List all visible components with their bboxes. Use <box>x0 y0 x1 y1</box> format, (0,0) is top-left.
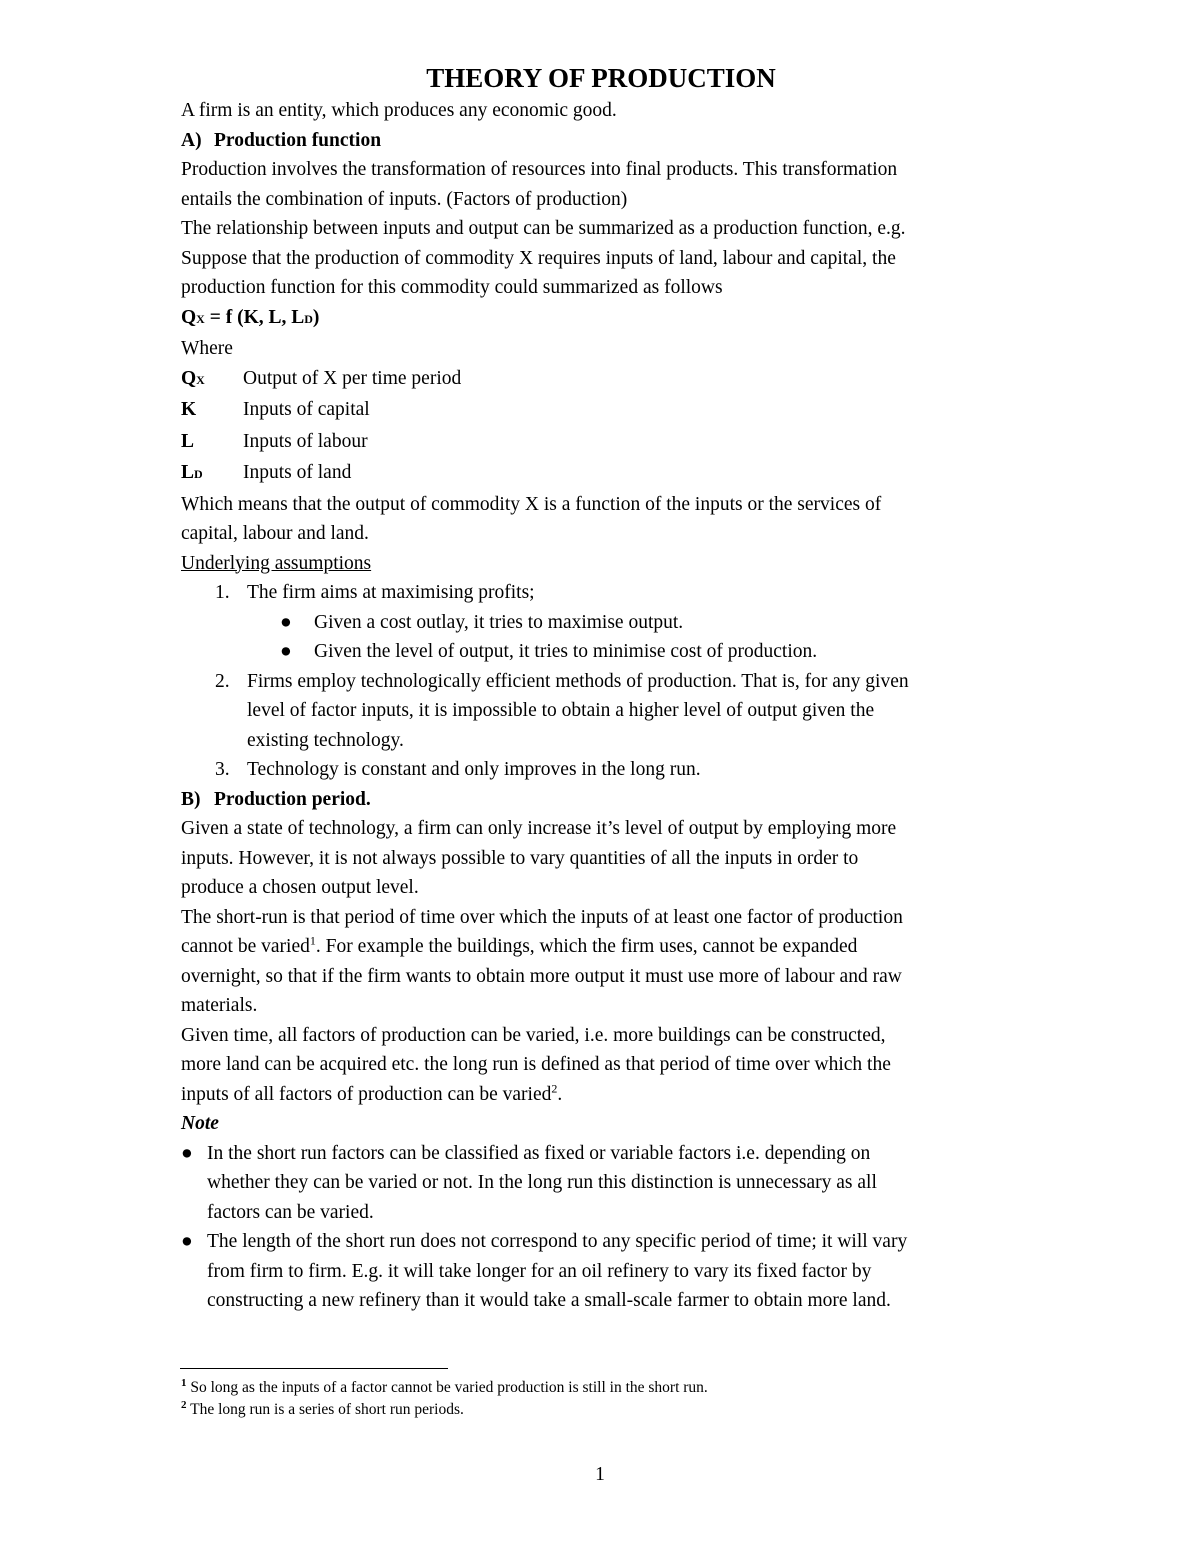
section-b-heading <box>181 785 1011 815</box>
paragraph-line <box>181 932 1011 962</box>
list-item-text: existing technology. <box>247 729 404 751</box>
paragraph-line: Given a state of technology, a firm can only increase it’s level of output by employing more <box>181 818 897 839</box>
list-number: 2. <box>215 670 230 692</box>
bullet-icon: ● <box>181 1142 193 1164</box>
paragraph-line: Given time, all factors of production can be varied, i.e. more buildings can be constructed, <box>181 1024 886 1046</box>
bullet-icon: ● <box>280 641 292 662</box>
list-item-text: In the short run factors can be classified as fixed or variable factors i.e. depending on <box>207 1142 871 1164</box>
definition-row <box>181 427 1011 459</box>
list-item-text: The length of the short run does not correspond to any specific period of time; it will vary <box>207 1231 908 1252</box>
paragraph-line: Suppose that the production of commodity X requires inputs of land, labour and capital, the <box>181 247 896 269</box>
footnote <box>181 1399 1011 1421</box>
paragraph-text: . For example the buildings, which the firm uses, cannot be expanded <box>315 936 858 957</box>
section-a-title: Production function <box>214 129 382 151</box>
paragraph-line: Which means that the output of commodity X is a function of the inputs or the services of <box>181 493 882 515</box>
assumptions-heading: Underlying assumptions <box>181 552 372 574</box>
where-label: Where <box>181 338 233 359</box>
paragraph-line: capital, labour and land. <box>181 523 369 544</box>
footnote-mark: 1 <box>181 1376 187 1389</box>
definition-symbol: LD <box>181 462 203 483</box>
formula-end: ) <box>312 306 320 328</box>
list-item-text: whether they can be varied or not. In the long run this distinction is unnecessary as all <box>207 1172 877 1193</box>
definition-row <box>181 364 1011 396</box>
definition-symbol: K <box>181 399 197 420</box>
paragraph-line: entails the combination of inputs. (Factors of production) <box>181 188 628 210</box>
definition-symbol: L <box>181 430 195 452</box>
paragraph-line: materials. <box>181 995 258 1016</box>
note-bullet-item <box>181 1139 1011 1228</box>
page-number: 1 <box>595 1464 605 1485</box>
paragraph-line: produce a chosen output level. <box>181 877 419 898</box>
formula-ld-sub: D <box>304 311 313 326</box>
paragraph-line: The short-run is that period of time over which the inputs of at least one factor of production <box>181 906 903 928</box>
footnote-mark: 2 <box>181 1398 187 1411</box>
list-item-text: Technology is constant and only improves in the long run. <box>247 759 701 780</box>
note-bullet-item <box>181 1227 1011 1316</box>
paragraph-line: inputs. However, it is not always possible to vary quantities of all the inputs in order to <box>181 847 859 869</box>
definition-text: Inputs of labour <box>243 430 368 452</box>
section-b-title: Production period. <box>214 788 371 810</box>
bullet-icon: ● <box>280 611 292 633</box>
formula-q: Q <box>181 306 197 328</box>
footnotes <box>181 1377 1011 1421</box>
list-item-text: Given a cost outlay, it tries to maximise output. <box>314 611 684 633</box>
footnote-ref: 1 <box>309 933 316 948</box>
page-title: THEORY OF PRODUCTION <box>426 63 776 93</box>
footnote-separator <box>180 1368 448 1369</box>
list-item-text: level of factor inputs, it is impossible to obtain a higher level of output given the <box>247 700 875 721</box>
bullet-icon: ● <box>181 1231 193 1252</box>
formula-middle: = f (K, L, L <box>204 306 305 328</box>
assumption-item <box>181 667 1011 756</box>
definition-row <box>181 395 1011 427</box>
definition-row <box>181 458 1011 490</box>
list-item-text: Firms employ technologically efficient methods of production. That is, for any given <box>247 670 909 692</box>
list-item-text: from firm to firm. E.g. it will take longer for an oil refinery to vary its fixed factor by <box>207 1260 872 1282</box>
sub-bullet-item <box>181 608 1011 638</box>
paragraph-line: overnight, so that if the firm wants to obtain more output it must use more of labour and raw <box>181 965 902 987</box>
paragraph-text: . <box>557 1083 563 1105</box>
paragraph-line: production function for this commodity could summarized as follows <box>181 277 723 298</box>
definition-text: Inputs of land <box>243 462 352 483</box>
assumption-item <box>181 755 1011 785</box>
section-a-heading <box>181 126 1011 156</box>
production-function-formula <box>181 303 1011 335</box>
section-b-label: B) <box>181 788 201 810</box>
paragraph-text: cannot be varied <box>181 936 310 957</box>
intro-text: A firm is an entity, which produces any economic good. <box>181 100 617 121</box>
footnote-ref: 2 <box>551 1081 558 1095</box>
list-item-text: Given the level of output, it tries to minimise cost of production. <box>314 641 818 662</box>
paragraph-line: The relationship between inputs and output can be summarized as a production function, e.g. <box>181 218 906 239</box>
list-item-text: The firm aims at maximising profits; <box>247 582 535 603</box>
list-item-text: factors can be varied. <box>207 1201 374 1223</box>
footnote-text: The long run is a series of short run periods. <box>186 1401 464 1418</box>
footnote <box>181 1377 1011 1399</box>
definition-symbol: QX <box>181 367 205 389</box>
formula-q-sub: X <box>196 311 205 326</box>
paragraph-line: Production involves the transformation of resources into final products. This transformation <box>181 159 898 180</box>
list-number: 1. <box>215 582 230 603</box>
note-label: Note <box>181 1113 219 1134</box>
list-item-text: constructing a new refinery than it would take a small-scale farmer to obtain more land. <box>207 1290 891 1311</box>
section-a-label: A) <box>181 129 202 151</box>
paragraph-line <box>181 1080 1011 1110</box>
paragraph-line: more land can be acquired etc. the long run is defined as that period of time over which the <box>181 1054 891 1075</box>
page-body <box>181 60 1011 1316</box>
list-number: 3. <box>215 759 230 780</box>
definition-text: Output of X per time period <box>243 367 462 389</box>
footnote-text: So long as the inputs of a factor cannot be varied production is still in the short run. <box>186 1379 708 1396</box>
sub-bullet-item <box>181 637 1011 667</box>
definition-text: Inputs of capital <box>243 399 370 420</box>
paragraph-text: inputs of all factors of production can be varied <box>181 1083 552 1105</box>
assumption-item <box>181 578 1011 608</box>
